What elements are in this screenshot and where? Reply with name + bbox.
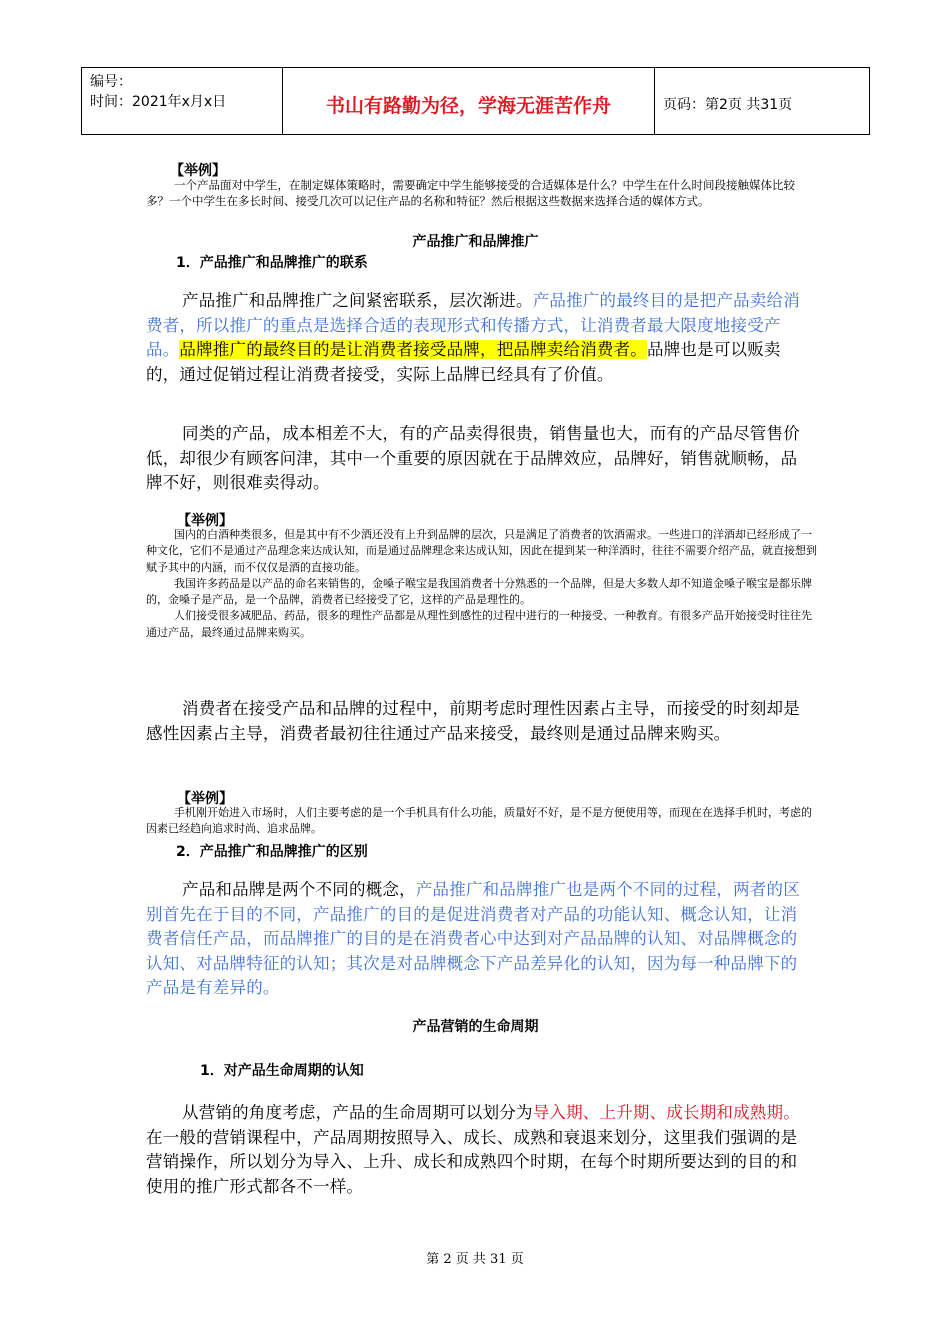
header-page-info: 页码：第2页 共31页 — [663, 97, 793, 113]
para-segment: 在一般的营销课程中，产品周期按照导入、成长、成熟和衰退来划分，这里我们强调的是营销操作，所以划分为导入、上升、成长和成熟四个时期，在每个时期所要达到的目的和使用的推广形式都各不一样。 — [146, 1127, 798, 1196]
subsection-title: 1．产品推广和品牌推广的联系 — [176, 255, 368, 271]
document-time-label: 时间：2021年x月x日 — [90, 94, 227, 110]
header-motto: 书山有路勤为径，学海无涯苦作舟 — [283, 68, 655, 134]
subsection-title: 1．对产品生命周期的认知 — [200, 1063, 364, 1079]
example-text — [146, 805, 818, 837]
example-text — [146, 177, 806, 209]
example-paragraph: 人们接受很多减肥品、药品，很多的理性产品都是从理性到感性的过程中进行的一种接受、一种教育。有很多产品开始接受时往往先通过产品，最终通过品牌来购买。 — [146, 609, 812, 639]
section-title: 产品推广和品牌推广 — [412, 234, 539, 250]
para-segment-highlighted: 品牌推广的最终目的是让消费者接受品牌，把品牌卖给消费者。 — [179, 340, 648, 359]
example-paragraph: 国内的白酒种类很多，但是其中有不少酒还没有上升到品牌的层次，只是满足了消费者的饮酒需求。一些进口的洋酒却已经形成了一种文化，它们不是通过产品理念来达成认知，而是通过品牌理念来达成认知，因此在提到某一种洋酒时，往往不需要介绍产品，就直接想到赋予其中的内涵，而不仅仅是酒的直接功能。 — [146, 528, 817, 574]
header-left-cell — [82, 68, 283, 134]
page-header — [81, 67, 870, 135]
para-segment-red: 导入期、上升期、成长期和成熟期。 — [532, 1103, 800, 1122]
document-number-label: 编号： — [90, 74, 132, 90]
para-segment: 产品和品牌是两个不同的概念， — [182, 880, 416, 899]
body-paragraph — [146, 1101, 806, 1199]
example-label: 【举例】 — [177, 791, 233, 807]
para-text: 同类的产品，成本相差不大，有的产品卖得很贵，销售量也大，而有的产品尽管售价低，却很少有顾客问津，其中一个重要的原因就在于品牌效应，品牌好，销售就顺畅，品牌不好，则很难卖得动。 — [146, 424, 800, 492]
body-paragraph — [146, 878, 806, 1001]
para-segment: 从营销的角度考虑，产品的生命周期可以划分为 — [182, 1103, 533, 1122]
body-paragraph — [146, 697, 806, 746]
body-paragraph — [146, 289, 806, 387]
para-segment: 品牌也是可以贩卖的，通过促销过程让消费者接受，实际上品牌已经具有了价值。 — [146, 340, 781, 384]
example-paragraph: 手机刚开始进入市场时，人们主要考虑的是一个手机具有什么功能，质量好不好，是不是方便使用等，而现在在选择手机时，考虑的因素已经趋向追求时尚、追求品牌。 — [146, 806, 812, 835]
body-paragraph — [146, 422, 806, 496]
para-segment-blue: 产品推广和品牌推广也是两个不同的过程，两者的区别首先在于目的不同，产品推广的目的是促进消费者对产品的功能认知、概念认知，让消费者信任产品，而品牌推广的目的是在消费者心中达到对产品品牌的认知、对品牌概念的认知、对品牌特征的认知；其次是对品牌概念下产品差异化的认知，因为每一种品牌下的产品是有差异的。 — [146, 880, 800, 997]
section-title: 产品营销的生命周期 — [412, 1019, 539, 1035]
para-segment: 产品推广和品牌推广之间紧密联系，层次渐进。 — [182, 291, 533, 310]
subsection-title: 2．产品推广和品牌推广的区别 — [176, 844, 368, 860]
page-footer: 第 2 页 共 31 页 — [426, 1252, 524, 1267]
example-paragraph: 我国许多药品是以产品的命名来销售的，金嗓子喉宝是我国消费者十分熟悉的一个品牌，但是大多数人却不知道金嗓子喉宝是都乐牌的，金嗓子是产品，是一个品牌，消费者已经接受了它，这样的产品是理性的。 — [146, 576, 812, 607]
para-text: 消费者在接受产品和品牌的过程中，前期考虑时理性因素占主导，而接受的时刻却是感性因素占主导，消费者最初往往通过产品来接受，最终则是通过品牌来购买。 — [146, 699, 800, 743]
example-label: 【举例】 — [170, 163, 226, 179]
para-segment-blue: 产品推广的最终目的是把产品卖给消费者，所以推广的重点是选择合适的表现形式和传播方式，让消费者最大限度地接受产品。 — [146, 291, 800, 359]
example-paragraph: 一个产品面对中学生，在制定媒体策略时，需要确定中学生能够接受的合适媒体是什么？中学生在什么时间段接触媒体比较多？一个中学生在多长时间、接受几次可以记住产品的名称和特征？然后根据这些数据来选择合适的媒体方式。 — [146, 178, 795, 208]
example-label: 【举例】 — [177, 513, 233, 529]
example-text — [146, 527, 818, 641]
